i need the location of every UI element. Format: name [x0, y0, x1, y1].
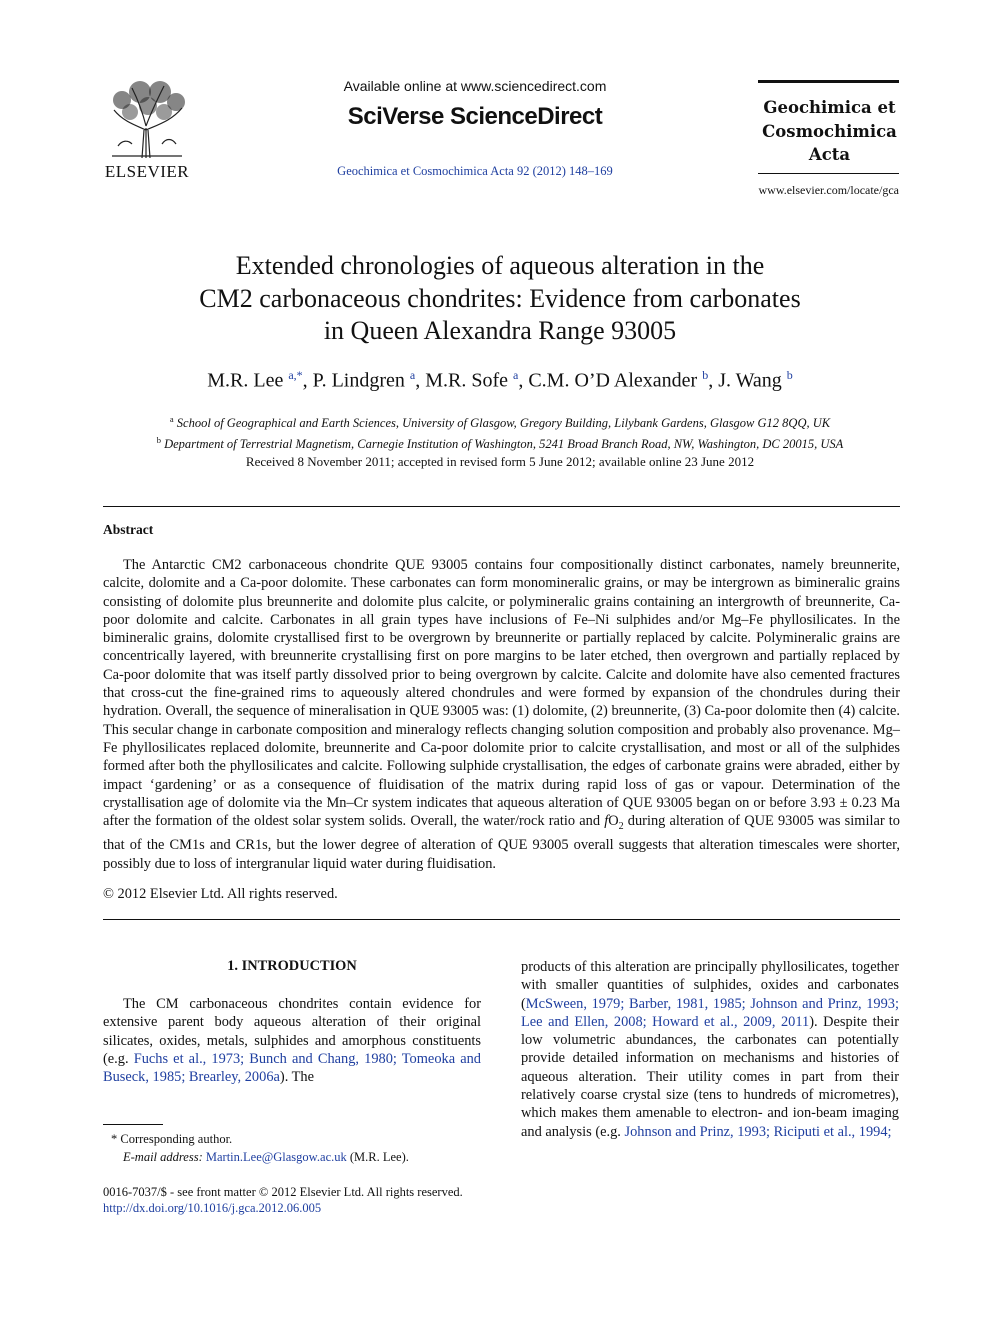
title-line: Extended chronologies of aqueous alteration in the: [235, 251, 765, 280]
author-list: M.R. Lee $^{a,*}$, P. Lindgren $^a$, M.R. Sofe $^a$, C.M. O’D Alexander $^b$, J. Wang $^b$: [207, 368, 793, 392]
email-label: E-mail address:: [123, 1150, 203, 1164]
footnote-rule: [103, 1124, 163, 1125]
abstract-text: during alteration of QUE 93005 was similar to that of the CM1s and CR1s, but the lower degree of alteration of QUE 93005 overall suggests that alteration timescales were shorter, possibly due to loss of intergranular liquid water during fluidisation.: [103, 813, 900, 872]
publisher-name: ELSEVIER: [104, 162, 190, 181]
fo2-f: f: [604, 813, 609, 830]
abstract-heading: Abstract: [103, 522, 154, 537]
issn-line: 0016-7037/$ - see front matter © 2012 Elsevier Ltd. All rights reserved.: [103, 1185, 463, 1199]
author-name: P. Lindgren: [312, 369, 405, 392]
abstract-paragraph: [103, 556, 900, 873]
citation-link[interactable]: Fuchs et al., 1973; Bunch and Chang, 1980; Tomeoka and Buseck, 1985; Brearley, 2006a: [103, 1050, 481, 1086]
author-affiliation-mark[interactable]: a: [513, 368, 519, 382]
author-name: C.M. O’D Alexander: [528, 369, 698, 392]
affiliations: [100, 411, 900, 453]
citation-link[interactable]: McSween, 1979; Barber, 1981, 1985; Johnson and Prinz, 1993; Lee and Ellen, 2008; Howard et al., 2009, 2011: [521, 995, 899, 1030]
elsevier-logo: [98, 80, 196, 184]
citation-link[interactable]: Johnson and Prinz, 1993; Riciputi et al., 1994;: [624, 1123, 892, 1140]
author-name: J. Wang: [718, 369, 782, 392]
affiliation-b: [100, 432, 900, 453]
elsevier-tree-icon: [102, 80, 192, 160]
journal-title-top-rule: [758, 80, 899, 83]
title-line: in Queen Alexandra Range 93005: [323, 316, 677, 345]
available-online-text: Available online at www.sciencedirect.com: [343, 78, 607, 94]
journal-title-line: Geochimica et: [763, 98, 896, 117]
article-title: [100, 250, 900, 348]
journal-title: [752, 96, 907, 167]
author-affiliation-mark[interactable]: b: [702, 368, 709, 382]
intro-right-column: [521, 958, 899, 1141]
abstract-body: [103, 556, 900, 873]
title-line: CM2 carbonaceous chondrites: Evidence from carbonates: [199, 283, 801, 313]
author-name: M.R. Lee: [207, 369, 284, 392]
sciverse-logo-text: SciVerse ScienceDirect: [347, 103, 603, 130]
doi-link[interactable]: http://dx.doi.org/10.1016/j.gca.2012.06.005: [103, 1201, 322, 1215]
journal-title-line: Acta: [808, 145, 851, 164]
affiliation-mark: b: [156, 435, 161, 446]
body-text: products of this alteration are principally phyllosilicates, together with smaller quantities of sulphides, oxides and carbonates (: [521, 959, 899, 1012]
abstract-bottom-rule: [103, 919, 900, 920]
affiliation-text: School of Geographical and Earth Sciences, University of Glasgow, Gregory Building, Lilybank Gardens, Glasgow G12 8QQ, UK: [176, 416, 831, 431]
affiliation-a: [100, 411, 900, 432]
journal-title-line: Cosmochimica: [762, 121, 897, 141]
abstract-copyright: © 2012 Elsevier Ltd. All rights reserved.: [103, 886, 338, 902]
email-link[interactable]: Martin.Lee@Glasgow.ac.uk: [205, 1150, 347, 1164]
body-text: ). The: [279, 1069, 315, 1086]
intro-left-column: [103, 995, 481, 1086]
email-owner: (M.R. Lee).: [349, 1150, 409, 1164]
body-text: The CM carbonaceous chondrites contain evidence for extensive parent body aqueous alteration of their original silicates, oxides, metals, sulphides and amorphous constituents (e.g.: [103, 996, 481, 1067]
affiliation-mark: a: [169, 414, 174, 424]
article-dates: Received 8 November 2011; accepted in revised form 5 June 2012; available online 23 June 2012: [245, 454, 755, 469]
fo2-subscript: 2: [618, 821, 624, 833]
journal-title-bottom-rule: [758, 173, 899, 174]
abstract-text: The Antarctic CM2 carbonaceous chondrite QUE 93005 contains four compositionally distinct carbonates, namely breunnerite, calcite, dolomite and a Ca-poor dolomite. These carbonates can form monomineralic grains, or may be intergrown as bimineralic grains consisting of dolomite plus breunnerite and dolomite plus calcite, or polymineralic grains containing an intergrowth of breunnerite, Ca-poor dolomite and calcite. Carbonates in all grain types have inclusions of Fe–Ni sulphides and/or Mg–Fe phyllosilicates. In the bimineralic grains, dolomite crystallised first to be overgrown by breunnerite or partially replaced by calcite. Polymineralic grains are concentrically layered, with breunnerite crystallising first on pore margins to be later etched, then overgrown and partially replaced by Ca-poor dolomite that was itself partly dissolved prior to being overgrown by calcite. Calcite and dolomite have also cemented fractures that cross-cut the fine-grained rims to aqueously altered chondrules and were formed by expansion of the chondrules during their hydration. Overall, the sequence of mineralisation in QUE 93005 was: (1) dolomite, (2) breunnerite, (3) Ca-poor dolomite then (4) calcite. This secular change in carbonate composition and mineralogy reflects changing solution composition and probably also provenance. Mg–Fe phyllosilicates replaced dolomite, breunnerite and Ca-poor dolomite prior to calcite crystallisation, and most or all of the sulphides formed after both the phyllosilicates and calcite. Following sulphide crystallisation, the edges of carbonate grains were abraded, either by impact ‘gardening’ or as a consequence of fluidisation of the matrix during rapid loss of gas or vapour. Determination of the crystallisation age of dolomite via the Mn–Cr system indicates that aqueous alteration of QUE 93005 began on or before 3.93 ± 0.23 Ma after the formation of the oldest solar system solids. Overall, the water/rock ratio and: [103, 557, 900, 830]
author-affiliation-mark[interactable]: a,*: [288, 368, 303, 382]
abstract-top-rule: [103, 506, 900, 507]
journal-url[interactable]: www.elsevier.com/locate/gca: [758, 183, 899, 197]
section-heading: 1. INTRODUCTION: [227, 958, 357, 974]
author-affiliation-mark[interactable]: b: [786, 368, 793, 382]
fo2-o: O: [608, 813, 619, 830]
author-affiliation-mark[interactable]: a: [409, 368, 416, 382]
email-footnote: [123, 1148, 409, 1166]
corresponding-author-note: * Corresponding author.: [111, 1132, 233, 1146]
affiliation-text: Department of Terrestrial Magnetism, Carnegie Institution of Washington, 5241 Broad Branch Road, NW, Washington, DC 20015, USA: [164, 437, 844, 452]
body-text: ). Despite their low volumetric abundances, the carbonates can potentially provide detailed information on mechanisms and histories of aqueous alteration. Their utility comes in part from their relatively coarse crystal size (tens to hundreds of micrometres), which makes them amenable to electron- and ion-beam imaging and analysis (e.g.: [521, 1013, 899, 1140]
journal-citation-link[interactable]: Geochimica et Cosmochimica Acta 92 (2012) 148–169: [337, 164, 613, 178]
author-name: M.R. Sofe: [425, 369, 508, 392]
